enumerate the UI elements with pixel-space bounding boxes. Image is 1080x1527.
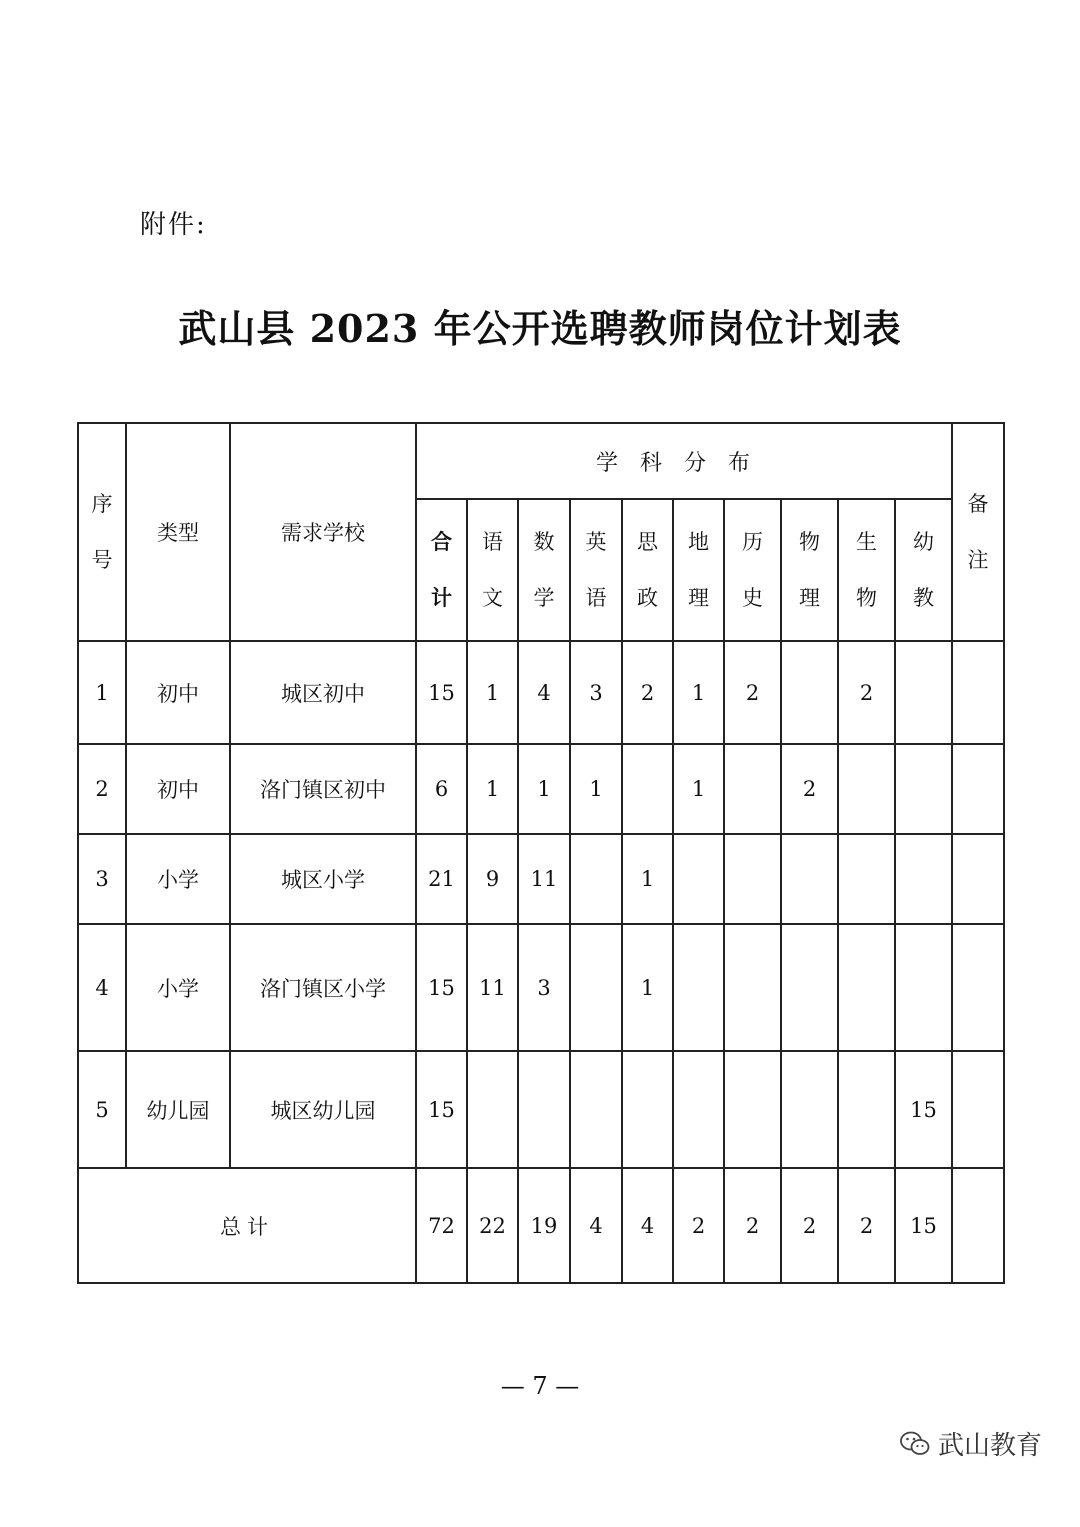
cell-subtotal: 15 <box>416 1051 467 1168</box>
cell-school: 洛门镇区小学 <box>230 924 416 1051</box>
cell-subject-count <box>570 1051 622 1168</box>
cell-remark <box>952 744 1004 834</box>
cell-subject-count: 1 <box>673 641 724 744</box>
total-value: 2 <box>673 1168 724 1283</box>
cell-subject-count <box>895 924 952 1051</box>
cell-subject-count <box>781 834 838 924</box>
table-row <box>78 641 1004 744</box>
cell-subject-count <box>895 744 952 834</box>
cell-subject-count: 4 <box>518 641 570 744</box>
cell-subject-count <box>781 1051 838 1168</box>
cell-subject-count <box>895 641 952 744</box>
table-row <box>78 834 1004 924</box>
header-school: 需求学校 <box>230 423 416 641</box>
header-row-1 <box>78 423 1004 499</box>
page-title: 武山县 2023 年公开选聘教师岗位计划表 <box>178 306 902 351</box>
cell-subject-count <box>724 834 781 924</box>
cell-subject-count <box>673 1051 724 1168</box>
table-body <box>78 641 1004 1283</box>
table-row <box>78 924 1004 1051</box>
header-subject <box>673 499 724 641</box>
total-row <box>78 1168 1004 1283</box>
cell-subject-count: 1 <box>622 834 673 924</box>
plan-table <box>77 422 1005 1284</box>
cell-subject-count: 1 <box>673 744 724 834</box>
cell-subject-count: 1 <box>467 744 518 834</box>
page-number: — 7 — <box>500 1372 580 1400</box>
cell-subject-count: 11 <box>467 924 518 1051</box>
cell-subject-count: 2 <box>838 641 895 744</box>
cell-subject-count: 1 <box>570 744 622 834</box>
header-subject <box>781 499 838 641</box>
wechat-icon <box>900 1431 930 1457</box>
cell-subject-count <box>724 744 781 834</box>
cell-subject-count: 3 <box>570 641 622 744</box>
attachment-label: 附件: <box>140 210 207 240</box>
cell-subject-count: 3 <box>518 924 570 1051</box>
cell-subject-count <box>838 924 895 1051</box>
cell-seq: 4 <box>78 924 126 1051</box>
header-subject-text: 物 理 <box>799 530 820 610</box>
cell-subject-count <box>467 1051 518 1168</box>
cell-subject-count: 1 <box>467 641 518 744</box>
header-subject <box>838 499 895 641</box>
cell-subject-count <box>895 834 952 924</box>
cell-school: 城区小学 <box>230 834 416 924</box>
cell-subject-count: 2 <box>724 641 781 744</box>
header-subject-text: 数 学 <box>533 530 555 610</box>
total-value: 22 <box>467 1168 518 1283</box>
cell-subject-count: 15 <box>895 1051 952 1168</box>
cell-subject-count <box>518 1051 570 1168</box>
cell-type: 小学 <box>126 834 230 924</box>
header-subject-text: 合 计 <box>431 529 452 610</box>
cell-subject-count <box>570 924 622 1051</box>
header-subject-text: 英 语 <box>585 530 607 610</box>
cell-seq: 1 <box>78 641 126 744</box>
cell-subject-count: 1 <box>622 924 673 1051</box>
total-label: 总计 <box>78 1168 416 1283</box>
header-subject <box>467 499 518 641</box>
cell-school: 洛门镇区初中 <box>230 744 416 834</box>
cell-subtotal: 15 <box>416 641 467 744</box>
header-remark-text: 备 注 <box>967 492 989 572</box>
cell-seq: 3 <box>78 834 126 924</box>
table-row <box>78 744 1004 834</box>
cell-subject-count <box>781 924 838 1051</box>
cell-subtotal: 6 <box>416 744 467 834</box>
cell-remark <box>952 641 1004 744</box>
brand-watermark <box>900 1425 1042 1462</box>
total-value: 4 <box>622 1168 673 1283</box>
cell-subject-count <box>673 924 724 1051</box>
header-subject-text: 幼 教 <box>913 530 935 610</box>
cell-type: 小学 <box>126 924 230 1051</box>
cell-school: 城区初中 <box>230 641 416 744</box>
header-subject-text: 地 理 <box>688 530 709 610</box>
cell-subject-count: 2 <box>781 744 838 834</box>
header-type: 类型 <box>126 423 230 641</box>
cell-type: 幼儿园 <box>126 1051 230 1168</box>
header-seq <box>78 423 126 641</box>
cell-subject-count <box>724 1051 781 1168</box>
total-value: 2 <box>781 1168 838 1283</box>
header-subject-text: 历 史 <box>742 530 763 610</box>
brand-name: 武山教育 <box>937 1431 1042 1461</box>
header-subject <box>416 499 467 641</box>
header-subject-text: 思 政 <box>637 530 658 610</box>
total-value: 2 <box>724 1168 781 1283</box>
cell-subject-count <box>838 744 895 834</box>
cell-type: 初中 <box>126 641 230 744</box>
cell-remark <box>952 834 1004 924</box>
cell-subject-count <box>781 641 838 744</box>
cell-type: 初中 <box>126 744 230 834</box>
table-row <box>78 1051 1004 1168</box>
cell-subject-count <box>724 924 781 1051</box>
header-subject <box>518 499 570 641</box>
header-subject <box>622 499 673 641</box>
cell-school: 城区幼儿园 <box>230 1051 416 1168</box>
total-value: 72 <box>416 1168 467 1283</box>
header-subject-group: 学科分布 <box>416 423 952 499</box>
cell-subject-count <box>570 834 622 924</box>
cell-subtotal: 15 <box>416 924 467 1051</box>
header-subject <box>895 499 952 641</box>
header-subject-text: 生 物 <box>856 530 877 610</box>
cell-subject-count <box>838 1051 895 1168</box>
cell-remark <box>952 1051 1004 1168</box>
cell-seq: 5 <box>78 1051 126 1168</box>
cell-subject-count <box>673 834 724 924</box>
header-remark <box>952 423 1004 641</box>
cell-subject-count <box>838 834 895 924</box>
total-remark <box>952 1168 1004 1283</box>
total-value: 2 <box>838 1168 895 1283</box>
total-value: 4 <box>570 1168 622 1283</box>
cell-subject-count <box>622 744 673 834</box>
cell-remark <box>952 924 1004 1051</box>
header-subject-text: 语 文 <box>482 530 503 610</box>
cell-subject-count: 1 <box>518 744 570 834</box>
header-subject <box>724 499 781 641</box>
cell-seq: 2 <box>78 744 126 834</box>
cell-subtotal: 21 <box>416 834 467 924</box>
total-value: 15 <box>895 1168 952 1283</box>
cell-subject-count: 11 <box>518 834 570 924</box>
cell-subject-count: 2 <box>622 641 673 744</box>
total-value: 19 <box>518 1168 570 1283</box>
header-subject <box>570 499 622 641</box>
header-seq-text: 序 号 <box>91 492 113 572</box>
cell-subject-count <box>622 1051 673 1168</box>
cell-subject-count: 9 <box>467 834 518 924</box>
